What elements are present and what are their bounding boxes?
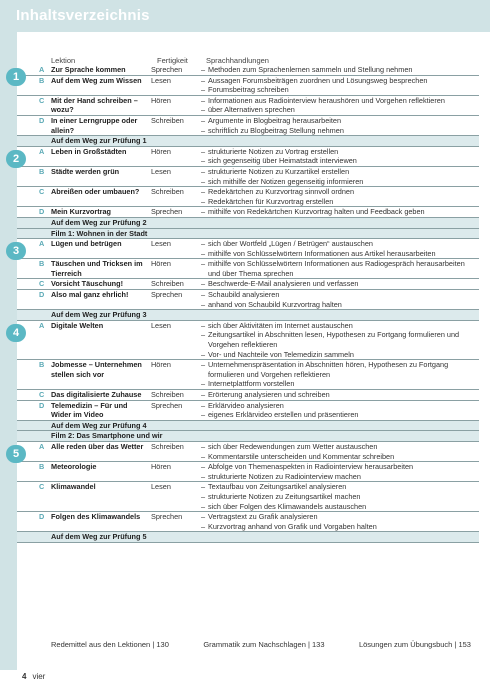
pruefung-row[interactable]: Auf dem Weg zur Prüfung 4 bbox=[17, 421, 479, 432]
toc-row[interactable] bbox=[17, 512, 479, 532]
lesson-title: Das digitalisierte Zuhause bbox=[51, 390, 142, 399]
unit-section bbox=[12, 65, 479, 147]
pruefung-row[interactable]: Auf dem Weg zur Prüfung 2 bbox=[17, 218, 479, 229]
activity-item: – Redekärtchen für Kurzvortrag erstellen bbox=[201, 197, 477, 207]
toc-row[interactable] bbox=[17, 321, 479, 360]
unit-section bbox=[12, 146, 479, 239]
activity-item: – strukturierte Notizen zu Radiointerview machen bbox=[201, 472, 477, 482]
activity-item: – Informationen aus Radiointerview heraushören und Vorgehen reflektieren bbox=[201, 96, 477, 106]
toc-row[interactable] bbox=[17, 96, 479, 116]
toc-row[interactable] bbox=[17, 259, 479, 279]
activity-item: – Beschwerde-E-Mail analysieren und verfassen bbox=[201, 279, 477, 289]
lesson-letter: D bbox=[39, 512, 45, 522]
lesson-letter: D bbox=[39, 290, 45, 300]
activity-item: – Aussagen Forumsbeiträgen zuordnen und Lösungsweg besprechen bbox=[201, 76, 477, 86]
lesson-activities bbox=[201, 290, 477, 309]
lesson-letter: B bbox=[39, 75, 45, 85]
unit-section bbox=[12, 239, 479, 321]
toc-row[interactable] bbox=[17, 167, 479, 187]
lesson-letter: B bbox=[39, 360, 45, 370]
lesson-title: Telemedizin – Für und Wider im Video bbox=[51, 400, 128, 420]
lesson-title: Auf dem Weg zum Wissen bbox=[51, 75, 142, 85]
lesson-letter: D bbox=[39, 400, 45, 410]
activity-item: – Zeitungsartikel in Abschnitten lesen, Hypothesen zu Fortgang formulieren und Vorgehen reflektieren bbox=[201, 330, 477, 349]
lesson-skill: Lesen bbox=[151, 320, 171, 330]
lesson-skill: Schreiben bbox=[151, 279, 184, 289]
lesson-title: Alle reden über das Wetter bbox=[51, 441, 144, 451]
activity-item: – strukturierte Notizen zu Vortrag erstellen bbox=[201, 147, 477, 157]
lesson-letter: C bbox=[39, 279, 45, 289]
toc-row[interactable] bbox=[17, 462, 479, 482]
lesson-skill: Hören bbox=[151, 462, 171, 472]
lesson-title: Lügen und betrügen bbox=[51, 239, 122, 249]
lesson-skill: Hören bbox=[151, 360, 171, 370]
lesson-skill: Lesen bbox=[151, 75, 171, 85]
toc-row[interactable] bbox=[17, 147, 479, 167]
toc-row[interactable] bbox=[17, 279, 479, 290]
lesson-letter: A bbox=[39, 441, 45, 451]
page-number bbox=[22, 672, 45, 681]
lesson-title: Klimawandel bbox=[51, 482, 96, 492]
toc-row[interactable] bbox=[17, 76, 479, 96]
toc-table bbox=[12, 65, 479, 543]
activity-item: – Argumente in Blogbeitrag herausarbeiten bbox=[201, 116, 477, 126]
lesson-title: In einer Lerngruppe oder allein? bbox=[51, 115, 138, 135]
activity-item: – sich über Redewendungen zum Wetter austauschen bbox=[201, 442, 477, 452]
pruefung-row[interactable]: Auf dem Weg zur Prüfung 3 bbox=[17, 310, 479, 321]
unit-number-badge: 2 bbox=[6, 150, 26, 168]
activity-item: – strukturierte Notizen zu Zeitungsartikel machen bbox=[201, 492, 477, 502]
lesson-activities bbox=[201, 360, 477, 389]
lesson-title: Abreißen oder umbauen? bbox=[51, 187, 140, 197]
lesson-skill: Hören bbox=[151, 95, 171, 105]
activity-item: – anhand von Schaubild Kurzvortrag halten bbox=[201, 300, 477, 310]
side-band bbox=[0, 32, 17, 670]
unit-number-badge: 4 bbox=[6, 324, 26, 342]
activity-item: – strukturierte Notizen zu Kurzartikel erstellen bbox=[201, 167, 477, 177]
unit-section bbox=[12, 320, 479, 442]
lesson-activities bbox=[201, 259, 477, 278]
lesson-skill: Schreiben bbox=[151, 390, 184, 399]
lesson-activities bbox=[201, 512, 477, 531]
activity-item: – sich gegenseitig über Heimatstadt interviewen bbox=[201, 156, 477, 166]
activity-item: – mithilfe von Redekärtchen Kurzvortrag halten und Feedback geben bbox=[201, 207, 477, 217]
toc-row[interactable] bbox=[17, 401, 479, 421]
lesson-activities bbox=[201, 96, 477, 115]
toc-row[interactable] bbox=[17, 239, 479, 259]
lesson-skill: Lesen bbox=[151, 482, 171, 492]
lesson-activities bbox=[201, 321, 477, 359]
lesson-activities bbox=[201, 442, 477, 461]
activity-item: – Redekärtchen zu Kurzvortrag sinnvoll ordnen bbox=[201, 187, 477, 197]
lesson-title: Täuschen und Tricksen im Tierreich bbox=[51, 259, 143, 278]
lesson-skill: Schreiben bbox=[151, 115, 184, 125]
lesson-skill: Hören bbox=[151, 259, 171, 269]
lesson-letter: C bbox=[39, 482, 45, 492]
lesson-title: Leben in Großstädten bbox=[51, 146, 127, 156]
activity-item: – sich mithilfe der Notizen gegenseitig informieren bbox=[201, 177, 477, 187]
toc-row[interactable] bbox=[17, 360, 479, 390]
activity-item: – Vor- und Nachteile von Telemedizin sammeln bbox=[201, 350, 477, 360]
lesson-title: Digitale Welten bbox=[51, 320, 104, 330]
lesson-title: Meteorologie bbox=[51, 462, 97, 472]
lesson-title: Also mal ganz ehrlich! bbox=[51, 290, 129, 300]
activity-item: – Erörterung analysieren und schreiben bbox=[201, 390, 477, 400]
lesson-title: Zur Sprache kommen bbox=[51, 65, 126, 74]
lesson-activities bbox=[201, 65, 477, 75]
lesson-activities bbox=[201, 147, 477, 166]
col-header-sprachhandlungen: Sprachhandlungen bbox=[206, 56, 269, 65]
lesson-skill: Sprechen bbox=[151, 207, 183, 217]
activity-item: – Forumsbeitrag schreiben bbox=[201, 85, 477, 95]
pruefung-row[interactable]: Film 2: Das Smartphone und wir bbox=[17, 431, 479, 442]
activity-item: – sich über Folgen des Klimawandels austauschen bbox=[201, 502, 477, 512]
lesson-activities bbox=[201, 167, 477, 186]
pruefung-row[interactable]: Auf dem Weg zur Prüfung 5 bbox=[17, 532, 479, 543]
lesson-letter: A bbox=[39, 239, 45, 249]
activity-item: – Schaubild analysieren bbox=[201, 290, 477, 300]
unit-section bbox=[12, 441, 479, 543]
activity-item: – eigenes Erklärvideo erstellen und präsentieren bbox=[201, 410, 477, 420]
toc-row[interactable] bbox=[17, 442, 479, 462]
lesson-skill: Sprechen bbox=[151, 512, 183, 522]
lesson-activities bbox=[201, 482, 477, 511]
toc-row[interactable] bbox=[17, 116, 479, 136]
toc-row[interactable] bbox=[17, 187, 479, 207]
activity-item: – Kommentarstile unterscheiden und Kommentar schreiben bbox=[201, 452, 477, 462]
lesson-letter: A bbox=[39, 320, 45, 330]
lesson-skill: Sprechen bbox=[151, 65, 183, 74]
activity-item: – Kurzvortrag anhand von Grafik und Vorgaben halten bbox=[201, 522, 477, 532]
lesson-skill: Schreiben bbox=[151, 187, 184, 197]
activity-item: – Erklärvideo analysieren bbox=[201, 401, 477, 411]
lesson-letter: B bbox=[39, 462, 45, 472]
activity-item: – Textaufbau von Zeitungsartikel analysieren bbox=[201, 482, 477, 492]
lesson-activities bbox=[201, 116, 477, 135]
activity-item: – schriftlich zu Blogbeitrag Stellung nehmen bbox=[201, 126, 477, 136]
page-number-word: vier bbox=[32, 672, 46, 681]
lesson-title: Folgen des Klimawandels bbox=[51, 512, 141, 522]
toc-row[interactable] bbox=[17, 207, 479, 218]
lesson-letter: D bbox=[39, 207, 45, 217]
activity-item: – Methoden zum Sprachenlernen sammeln und Stellung nehmen bbox=[201, 65, 477, 75]
toc-row[interactable] bbox=[17, 290, 479, 310]
toc-row[interactable] bbox=[17, 390, 479, 401]
page-title: Inhaltsverzeichnis bbox=[16, 7, 150, 24]
lesson-skill: Hören bbox=[151, 146, 171, 156]
lesson-activities bbox=[201, 239, 477, 258]
lesson-letter: B bbox=[39, 166, 45, 176]
lesson-letter: C bbox=[39, 95, 45, 105]
unit-number-badge: 3 bbox=[6, 242, 26, 260]
lesson-activities bbox=[201, 207, 477, 217]
footer-loesungen[interactable]: Lösungen zum Übungsbuch | 153 bbox=[358, 640, 471, 649]
lesson-activities bbox=[201, 187, 477, 206]
lesson-skill: Lesen bbox=[151, 239, 171, 249]
col-header-fertigkeit: Fertigkeit bbox=[157, 56, 188, 65]
page-number-digit: 4 bbox=[22, 672, 27, 681]
lesson-title: Städte werden grün bbox=[51, 166, 120, 176]
footer bbox=[17, 640, 479, 649]
lesson-skill: Sprechen bbox=[151, 290, 183, 300]
title-bar bbox=[0, 0, 490, 32]
activity-item: – Abfolge von Themenaspekten in Radiointerview herausarbeiten bbox=[201, 462, 477, 472]
lesson-title: Vorsicht Täuschung! bbox=[51, 279, 124, 289]
lesson-skill: Schreiben bbox=[151, 441, 184, 451]
activity-item: – sich über Aktivitäten im Internet austauschen bbox=[201, 321, 477, 331]
lesson-letter: C bbox=[39, 187, 45, 197]
col-header-lektion: Lektion bbox=[51, 56, 76, 65]
activity-item: – mithilfe von Schlüsselwörtern Informationen aus Artikel herausarbeiten bbox=[201, 249, 477, 259]
activity-item: – mithilfe von Schlüsselwörtern Informationen aus Radiogespräch herausarbeiten und über Thema sprechen bbox=[201, 259, 477, 278]
footer-redemittel[interactable]: Redemittel aus den Lektionen | 130 bbox=[51, 640, 169, 649]
activity-item: – über Alternativen sprechen bbox=[201, 105, 477, 115]
lesson-letter: A bbox=[39, 65, 45, 74]
lesson-activities bbox=[201, 401, 477, 420]
activity-item: – Vertragstext zu Grafik analysieren bbox=[201, 512, 477, 522]
lesson-title: Mit der Hand schreiben – wozu? bbox=[51, 95, 138, 115]
pruefung-row[interactable]: Film 1: Wohnen in der Stadt bbox=[17, 229, 479, 240]
activity-item: – Internetplattform vorstellen bbox=[201, 379, 477, 389]
pruefung-row[interactable]: Auf dem Weg zur Prüfung 1 bbox=[17, 136, 479, 147]
lesson-title: Jobmesse – Unternehmen stellen sich vor bbox=[51, 360, 142, 379]
unit-number-badge: 5 bbox=[6, 445, 26, 463]
lesson-title: Mein Kurzvortrag bbox=[51, 207, 112, 217]
activity-item: – Unternehmenspräsentation in Abschnitten hören, Hypothesen zu Fortgang formulieren und Vorgehen reflektieren bbox=[201, 360, 477, 379]
lesson-activities bbox=[201, 390, 477, 400]
toc-row[interactable] bbox=[17, 482, 479, 512]
lesson-activities bbox=[201, 462, 477, 481]
lesson-letter: A bbox=[39, 146, 45, 156]
activity-item: – sich über Wortfeld „Lügen / Betrügen“ austauschen bbox=[201, 239, 477, 249]
lesson-skill: Lesen bbox=[151, 166, 171, 176]
lesson-activities bbox=[201, 76, 477, 95]
lesson-skill: Sprechen bbox=[151, 400, 183, 410]
toc-row[interactable] bbox=[17, 65, 479, 76]
lesson-letter: D bbox=[39, 115, 45, 125]
footer-grammatik[interactable]: Grammatik zum Nachschlagen | 133 bbox=[203, 640, 325, 649]
lesson-activities bbox=[201, 279, 477, 289]
unit-number-badge: 1 bbox=[6, 68, 26, 86]
lesson-letter: C bbox=[39, 390, 45, 399]
lesson-letter: B bbox=[39, 259, 45, 269]
